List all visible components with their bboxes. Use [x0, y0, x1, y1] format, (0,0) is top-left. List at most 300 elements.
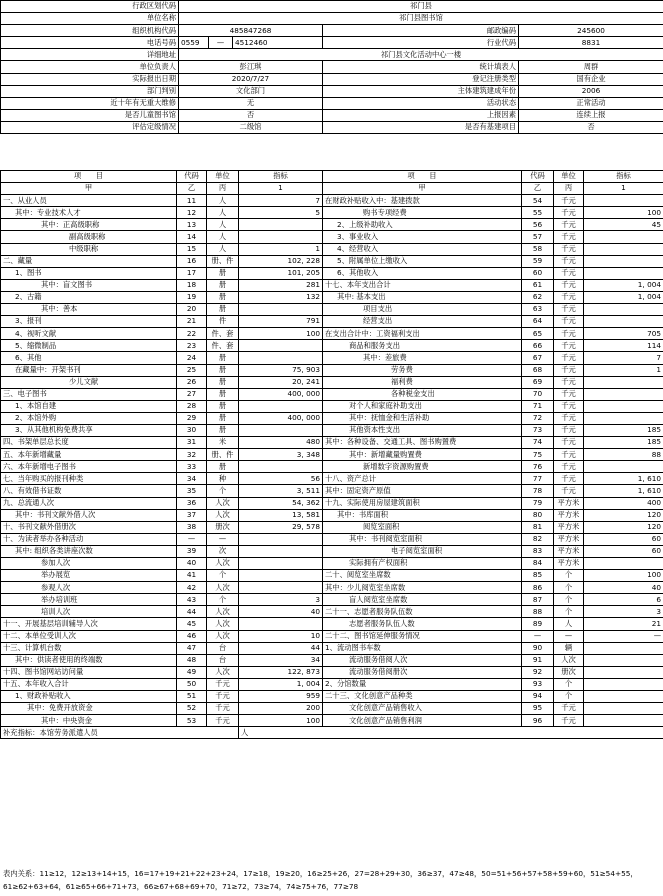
header-row [1, 97, 663, 109]
header-value: 否 [179, 109, 323, 121]
code-right: 56 [522, 219, 554, 231]
col-indicator-right: 指标 [584, 171, 663, 183]
key-jia-left: 甲 [1, 183, 177, 195]
table-row [1, 618, 663, 630]
code-left: 44 [177, 606, 207, 618]
code-left: 12 [177, 207, 207, 219]
header-row [1, 121, 663, 133]
unit-right: 千元 [554, 328, 584, 340]
unit-right: 个 [554, 606, 584, 618]
unit-right: 千元 [554, 703, 584, 715]
header-label: 电话号码 [1, 37, 179, 49]
value-left: 3, 348 [239, 449, 323, 461]
unit-left: 册 [207, 352, 239, 364]
code-right: 79 [522, 497, 554, 509]
code-right: 88 [522, 606, 554, 618]
code-right: 90 [522, 642, 554, 654]
item-right: 各种税金支出 [323, 388, 522, 400]
value-left [239, 424, 323, 436]
code-right: 81 [522, 521, 554, 533]
header-label: 组织机构代码 [1, 25, 179, 37]
value-left: 132 [239, 291, 323, 303]
key-bing-left: 丙 [207, 183, 239, 195]
code-left: 39 [177, 545, 207, 557]
item-left: 三、电子图书 [1, 388, 177, 400]
code-left: 48 [177, 654, 207, 666]
value-left: 122, 873 [239, 666, 323, 678]
item-right: 福利费 [323, 376, 522, 388]
value-left: 1 [239, 243, 323, 255]
item-right: 购书专项经费 [323, 207, 522, 219]
value-left [239, 219, 323, 231]
value-right: 185 [584, 424, 663, 436]
code-left: 49 [177, 666, 207, 678]
code-right: 68 [522, 364, 554, 376]
value-left [239, 558, 323, 570]
value-left: 400, 000 [239, 388, 323, 400]
item-left: 3、报刊 [1, 316, 177, 328]
key-one-left: 1 [239, 183, 323, 195]
unit-right: 册次 [554, 666, 584, 678]
unit-left: 册 [207, 388, 239, 400]
value-right [584, 195, 663, 207]
item-right: 3、事业收入 [323, 231, 522, 243]
code-right: 69 [522, 376, 554, 388]
unit-left: 册、件 [207, 255, 239, 267]
table-relations-note: 表内关系：11≥12，12≥13+14+15，16=17+19+21+22+23+24，17≥18，19≥20，16≥25+26，27=28+29+30，36≥37，47≥48，50=51+56+57+58+59+60，51≥54+55，61≥62+63+64，61≥65+66+71+73，66≥67+68+69+70，71≥72，73≥74，74≥75+76，77≥78 [3, 869, 638, 891]
code-right: 67 [522, 352, 554, 364]
header-label: 详细地址 [1, 49, 179, 61]
item-right: 项目支出 [323, 304, 522, 316]
unit-left: 人次 [207, 582, 239, 594]
item-left: 举办展览 [1, 570, 177, 582]
code-left: 40 [177, 558, 207, 570]
item-right: 2、分馆数量 [323, 678, 522, 690]
item-left: 二、藏量 [1, 255, 177, 267]
value-left: 959 [239, 691, 323, 703]
value-right [584, 412, 663, 424]
code-left: 41 [177, 570, 207, 582]
value-right [584, 388, 663, 400]
table-row [1, 461, 663, 473]
header-value: 正常活动 [519, 97, 663, 109]
item-left: 2、古籍 [1, 291, 177, 303]
code-left: 52 [177, 703, 207, 715]
header-row [1, 61, 663, 73]
code-right: 58 [522, 243, 554, 255]
code-left: 30 [177, 424, 207, 436]
unit-left: 次 [207, 545, 239, 557]
code-right: 66 [522, 340, 554, 352]
code-left: 51 [177, 691, 207, 703]
item-left: 参加人次 [1, 558, 177, 570]
code-right: 62 [522, 291, 554, 303]
code-right: 54 [522, 195, 554, 207]
unit-right: 千元 [554, 715, 584, 727]
item-right: 其中：固定资产原值 [323, 485, 522, 497]
code-right: 63 [522, 304, 554, 316]
item-right: 在财政补贴收入中：基建拨款 [323, 195, 522, 207]
code-left: 15 [177, 243, 207, 255]
header-row [1, 25, 663, 37]
key-jia-right: 甲 [323, 183, 522, 195]
item-left: 3、从其他机构免费共享 [1, 424, 177, 436]
unit-right: 千元 [554, 304, 584, 316]
unit-right: 平方米 [554, 521, 584, 533]
col-unit-right: 单位 [554, 171, 584, 183]
code-right: 95 [522, 703, 554, 715]
unit-right: — [554, 630, 584, 642]
item-left: 2、本馆外购 [1, 412, 177, 424]
header-label: 评估定级情况 [1, 121, 179, 133]
value-right: 1, 004 [584, 279, 663, 291]
header-row [1, 109, 663, 121]
value-left [239, 545, 323, 557]
value-right: 1 [584, 364, 663, 376]
table-row [1, 243, 663, 255]
unit-left: 册 [207, 304, 239, 316]
key-yi-right: 乙 [522, 183, 554, 195]
item-left: 十、书刊文献外借册次 [1, 521, 177, 533]
item-right: 6、其他收入 [323, 267, 522, 279]
table-row [1, 328, 663, 340]
value-left: 20, 241 [239, 376, 323, 388]
code-right: 64 [522, 316, 554, 328]
unit-left: 人次 [207, 630, 239, 642]
header-label: 单位名称 [1, 13, 179, 25]
value-right [584, 558, 663, 570]
code-left: 50 [177, 678, 207, 690]
item-left: 其中：供读者使用的终端数 [1, 654, 177, 666]
unit-right: 千元 [554, 376, 584, 388]
value-left: 791 [239, 316, 323, 328]
unit-right: 个 [554, 582, 584, 594]
unit-left: 人 [207, 231, 239, 243]
item-right: 二十二、图书馆延伸服务情况 [323, 630, 522, 642]
item-right: 二十三、文化创意产品种类 [323, 691, 522, 703]
item-right: 文化创意产品销售收入 [323, 703, 522, 715]
code-left: 16 [177, 255, 207, 267]
unit-right: 千元 [554, 195, 584, 207]
key-one-right: 1 [584, 183, 663, 195]
unit-right: 千元 [554, 364, 584, 376]
column-key-row [1, 183, 663, 195]
col-indicator-left: 指标 [239, 171, 323, 183]
header-value: 2006 [519, 85, 663, 97]
header-value: 8831 [519, 37, 663, 49]
value-right: 3 [584, 606, 663, 618]
header-value: 否 [519, 121, 663, 133]
code-right: 80 [522, 509, 554, 521]
value-right: 21 [584, 618, 663, 630]
item-right: 二十一、志愿者服务队伍数 [323, 606, 522, 618]
header-label: 邮政编码 [323, 25, 519, 37]
item-left: 一、从业人员 [1, 195, 177, 207]
table-row [1, 231, 663, 243]
item-left: 十三、计算机台数 [1, 642, 177, 654]
table-row [1, 449, 663, 461]
unit-right: 个 [554, 570, 584, 582]
item-right: 十九、实际使用房屋建筑面积 [323, 497, 522, 509]
unit-right: 千元 [554, 267, 584, 279]
col-item-left: 项 目 [1, 171, 177, 183]
code-left: 11 [177, 195, 207, 207]
item-right: 其中: 基本支出 [323, 291, 522, 303]
item-left: 举办培训班 [1, 594, 177, 606]
value-right: 6 [584, 594, 663, 606]
table-row [1, 545, 663, 557]
header-label: 是否有基建项目 [323, 121, 519, 133]
code-right: 76 [522, 461, 554, 473]
unit-left: 台 [207, 654, 239, 666]
value-right [584, 400, 663, 412]
supplement-label: 补充指标：本馆劳务派遣人员 [1, 727, 239, 739]
value-left: 281 [239, 279, 323, 291]
item-right: 经营支出 [323, 316, 522, 328]
value-right: 1, 610 [584, 485, 663, 497]
code-left: 37 [177, 509, 207, 521]
unit-left: 人 [207, 207, 239, 219]
unit-left: 件 [207, 316, 239, 328]
table-row [1, 219, 663, 231]
value-right: 120 [584, 521, 663, 533]
code-left: 13 [177, 219, 207, 231]
code-left: 22 [177, 328, 207, 340]
header-value: 周群 [519, 61, 663, 73]
unit-left: 人 [207, 195, 239, 207]
table-row [1, 473, 663, 485]
item-left: 5、缩微制品 [1, 340, 177, 352]
key-yi-left: 乙 [177, 183, 207, 195]
unit-right: 人次 [554, 654, 584, 666]
unit-left: 册 [207, 291, 239, 303]
unit-right: 千元 [554, 400, 584, 412]
code-left: 46 [177, 630, 207, 642]
col-code-left: 代码 [177, 171, 207, 183]
header-label: 登记注册类型 [323, 73, 519, 85]
unit-right: 平方米 [554, 558, 584, 570]
unit-right: 平方米 [554, 509, 584, 521]
item-right: 其中：书库面积 [323, 509, 522, 521]
item-right: 商品和服务支出 [323, 340, 522, 352]
unit-left: 千元 [207, 703, 239, 715]
value-left [239, 533, 323, 545]
value-right: 60 [584, 545, 663, 557]
item-left: 十五、本年收入合计 [1, 678, 177, 690]
value-right [584, 678, 663, 690]
unit-left: 个 [207, 570, 239, 582]
value-left: 13, 581 [239, 509, 323, 521]
value-left: 101, 205 [239, 267, 323, 279]
item-right: 其中：新增藏量购置费 [323, 449, 522, 461]
item-right: 十八、资产总计 [323, 473, 522, 485]
value-right [584, 255, 663, 267]
table-row [1, 678, 663, 690]
code-left: 29 [177, 412, 207, 424]
item-left: 其中：中央资金 [1, 715, 177, 727]
col-unit-left: 单位 [207, 171, 239, 183]
unit-left: 个 [207, 485, 239, 497]
unit-right: 人 [554, 618, 584, 630]
table-row [1, 666, 663, 678]
code-left: 20 [177, 304, 207, 316]
unit-right: 千元 [554, 424, 584, 436]
value-right [584, 715, 663, 727]
item-left: 其中：免费开放资金 [1, 703, 177, 715]
item-right: 阅览室面积 [323, 521, 522, 533]
value-right [584, 654, 663, 666]
header-label: 统计填表人 [323, 61, 519, 73]
header-row [1, 37, 663, 49]
unit-left: 册次 [207, 521, 239, 533]
value-right [584, 703, 663, 715]
code-left: 28 [177, 400, 207, 412]
value-left: 100 [239, 715, 323, 727]
item-right: 流动服务借阅人次 [323, 654, 522, 666]
value-left: 400, 000 [239, 412, 323, 424]
code-left: 25 [177, 364, 207, 376]
item-left: 在藏量中：开架书刊 [1, 364, 177, 376]
table-row [1, 291, 663, 303]
item-right: 在支出合计中：工资福利支出 [323, 328, 522, 340]
unit-left: 人次 [207, 618, 239, 630]
unit-right: 千元 [554, 279, 584, 291]
unit-right: 千元 [554, 437, 584, 449]
table-row [1, 521, 663, 533]
statistics-table [0, 170, 663, 739]
value-right: 705 [584, 328, 663, 340]
value-right [584, 316, 663, 328]
header-row [1, 85, 663, 97]
key-bing-right: 丙 [554, 183, 584, 195]
item-left: 十、为读者举办各种活动 [1, 533, 177, 545]
table-row [1, 207, 663, 219]
table-row [1, 388, 663, 400]
value-left: 200 [239, 703, 323, 715]
table-row [1, 715, 663, 727]
code-right: 83 [522, 545, 554, 557]
col-item-right: 项 目 [323, 171, 522, 183]
table-row [1, 340, 663, 352]
value-left: 56 [239, 473, 323, 485]
value-left [239, 618, 323, 630]
table-row [1, 279, 663, 291]
value-right: 88 [584, 449, 663, 461]
item-left: 十四、图书馆网站访问量 [1, 666, 177, 678]
table-row [1, 304, 663, 316]
item-left: 七、当年购买的报刊种类 [1, 473, 177, 485]
item-left: 少儿文献 [1, 376, 177, 388]
header-row [1, 49, 663, 61]
unit-left: 册 [207, 364, 239, 376]
table-row [1, 654, 663, 666]
unit-left: 千元 [207, 678, 239, 690]
item-right: 其中：差旅费 [323, 352, 522, 364]
item-left: 其中：专业技术人才 [1, 207, 177, 219]
value-right [584, 691, 663, 703]
code-right: 60 [522, 267, 554, 279]
header-label: 行政区划代码 [1, 1, 179, 13]
item-right: 十七、本年支出合计 [323, 279, 522, 291]
header-label: 近十年有无重大维修 [1, 97, 179, 109]
code-left: 27 [177, 388, 207, 400]
unit-right: 辆 [554, 642, 584, 654]
unit-right: 千元 [554, 388, 584, 400]
code-right: — [522, 630, 554, 642]
value-left: 40 [239, 606, 323, 618]
code-left: 38 [177, 521, 207, 533]
item-left: 十一、开展基层培训辅导人次 [1, 618, 177, 630]
phone-dash: — [209, 37, 233, 49]
item-right: 二十、阅览室坐席数 [323, 570, 522, 582]
header-value: 245600 [519, 25, 663, 37]
item-right: 其中：少儿阅览室坐席数 [323, 582, 522, 594]
header-value: 祁门县 [179, 1, 663, 13]
unit-left: 册 [207, 400, 239, 412]
code-right: 94 [522, 691, 554, 703]
code-right: 82 [522, 533, 554, 545]
code-left: 34 [177, 473, 207, 485]
value-left: 10 [239, 630, 323, 642]
table-row [1, 642, 663, 654]
value-right [584, 461, 663, 473]
header-label: 主体建筑建成年份 [323, 85, 519, 97]
unit-left: 人次 [207, 606, 239, 618]
unit-left: 册 [207, 279, 239, 291]
header-label: 单位负责人 [1, 61, 179, 73]
item-left: 中级职称 [1, 243, 177, 255]
code-right: 55 [522, 207, 554, 219]
item-left: 九、总流通人次 [1, 497, 177, 509]
value-left [239, 461, 323, 473]
value-left: 29, 578 [239, 521, 323, 533]
item-right: 新增数字资源购置费 [323, 461, 522, 473]
col-code-right: 代码 [522, 171, 554, 183]
header-label: 是否儿童图书馆 [1, 109, 179, 121]
unit-left: — [207, 533, 239, 545]
code-left: 36 [177, 497, 207, 509]
table-row [1, 437, 663, 449]
table-row [1, 594, 663, 606]
unit-left: 人次 [207, 558, 239, 570]
table-row [1, 606, 663, 618]
table-row [1, 497, 663, 509]
header-info-table [0, 0, 663, 134]
unit-left: 米 [207, 437, 239, 449]
code-left: 32 [177, 449, 207, 461]
item-left: 八、有效借书证数 [1, 485, 177, 497]
table-row [1, 509, 663, 521]
code-right: 71 [522, 400, 554, 412]
header-value: 祁门县文化活动中心一楼 [179, 49, 663, 61]
item-right: 5、附属单位上缴收入 [323, 255, 522, 267]
value-left: 480 [239, 437, 323, 449]
unit-left: 册、件 [207, 449, 239, 461]
code-right: 77 [522, 473, 554, 485]
header-label: 行业代码 [323, 37, 519, 49]
code-left: 19 [177, 291, 207, 303]
header-label: 实际报出日期 [1, 73, 179, 85]
code-left: 45 [177, 618, 207, 630]
code-right: 93 [522, 678, 554, 690]
supplement-row [1, 727, 663, 739]
unit-left: 人次 [207, 509, 239, 521]
code-right: 61 [522, 279, 554, 291]
code-left: — [177, 533, 207, 545]
table-row [1, 376, 663, 388]
value-left [239, 582, 323, 594]
item-left: 六、本年新增电子图书 [1, 461, 177, 473]
